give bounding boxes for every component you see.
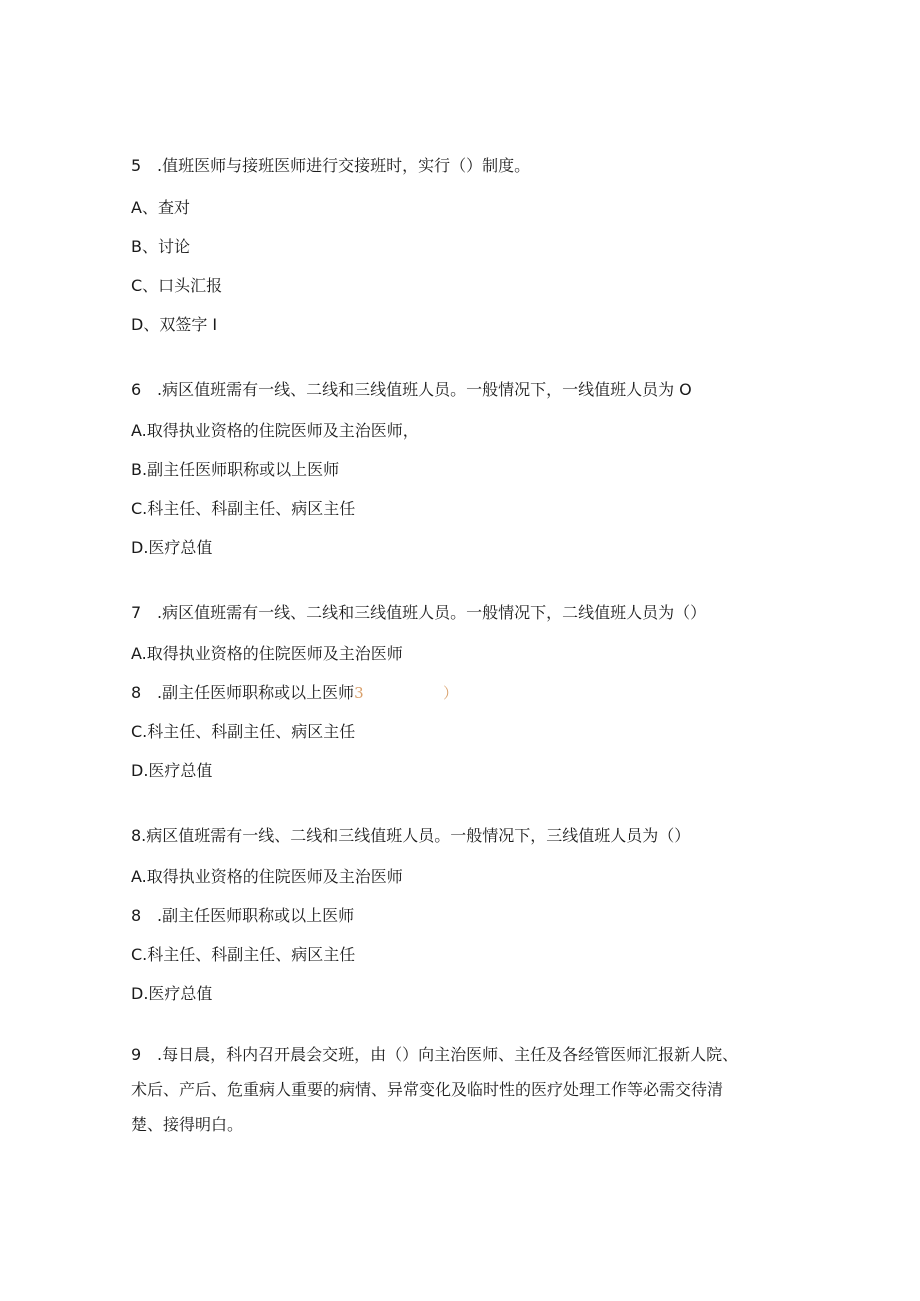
question-7-option-a: A.取得执业资格的住院医师及主治医师 — [131, 644, 403, 663]
question-5-option-b: B、讨论 — [131, 237, 190, 256]
question-9-line-2: 术后、产后、危重病人重要的病情、异常变化及临时性的医疗处理工作等必需交待清 — [131, 1080, 724, 1099]
question-7-option-b-text: .副主任医师职称或以上医师 — [157, 683, 355, 702]
question-9-line-3: 楚、接得明白。 — [131, 1115, 244, 1134]
stray-paren: ） — [443, 684, 459, 702]
question-8-stem: 8.病区值班需有一线、二线和三线值班人员。一般情况下，三线值班人员为（） — [131, 826, 691, 845]
question-7-stem — [131, 603, 706, 623]
question-8-option-b-number: 8 — [131, 906, 142, 925]
question-5-option-a: A、查对 — [131, 198, 190, 217]
question-5-option-d: D、双签字 I — [131, 315, 218, 334]
question-5-stem — [131, 156, 530, 176]
question-7-option-b — [131, 683, 364, 703]
question-6-option-d: D.医疗总值 — [131, 538, 213, 557]
question-5-number: 5 — [131, 156, 142, 175]
question-5-text: .值班医师与接班医师进行交接班时，实行（）制度。 — [157, 156, 531, 175]
stray-mark: 3 — [354, 684, 364, 702]
question-6-option-a: A.取得执业资格的住院医师及主治医师， — [131, 421, 419, 440]
question-7-number: 7 — [131, 603, 142, 622]
question-9-text-1: .每日晨，科内召开晨会交班，由（）向主治医师、主任及各经管医师汇报新人院、 — [157, 1045, 739, 1064]
question-8-option-d: D.医疗总值 — [131, 984, 213, 1003]
question-9-number: 9 — [131, 1045, 142, 1064]
question-6-option-c: C.科主任、科副主任、病区主任 — [131, 499, 356, 518]
question-6-text: .病区值班需有一线、二线和三线值班人员。一般情况下，一线值班人员为 O — [157, 380, 692, 399]
question-8-option-c: C.科主任、科副主任、病区主任 — [131, 945, 356, 964]
question-6-option-b: B.副主任医师职称或以上医师 — [131, 460, 340, 479]
question-9-line-1 — [131, 1045, 791, 1065]
question-8-option-b — [131, 906, 354, 926]
question-6-number: 6 — [131, 380, 142, 399]
question-7-option-b-number: 8 — [131, 683, 142, 702]
question-7-option-d: D.医疗总值 — [131, 761, 213, 780]
question-8-option-a: A.取得执业资格的住院医师及主治医师 — [131, 867, 403, 886]
question-7-text: .病区值班需有一线、二线和三线值班人员。一般情况下，二线值班人员为（） — [157, 603, 707, 622]
question-5-option-c: C、口头汇报 — [131, 276, 223, 295]
question-8-option-b-text: .副主任医师职称或以上医师 — [157, 906, 355, 925]
question-6-stem — [131, 380, 692, 400]
question-7-option-c: C.科主任、科副主任、病区主任 — [131, 722, 356, 741]
